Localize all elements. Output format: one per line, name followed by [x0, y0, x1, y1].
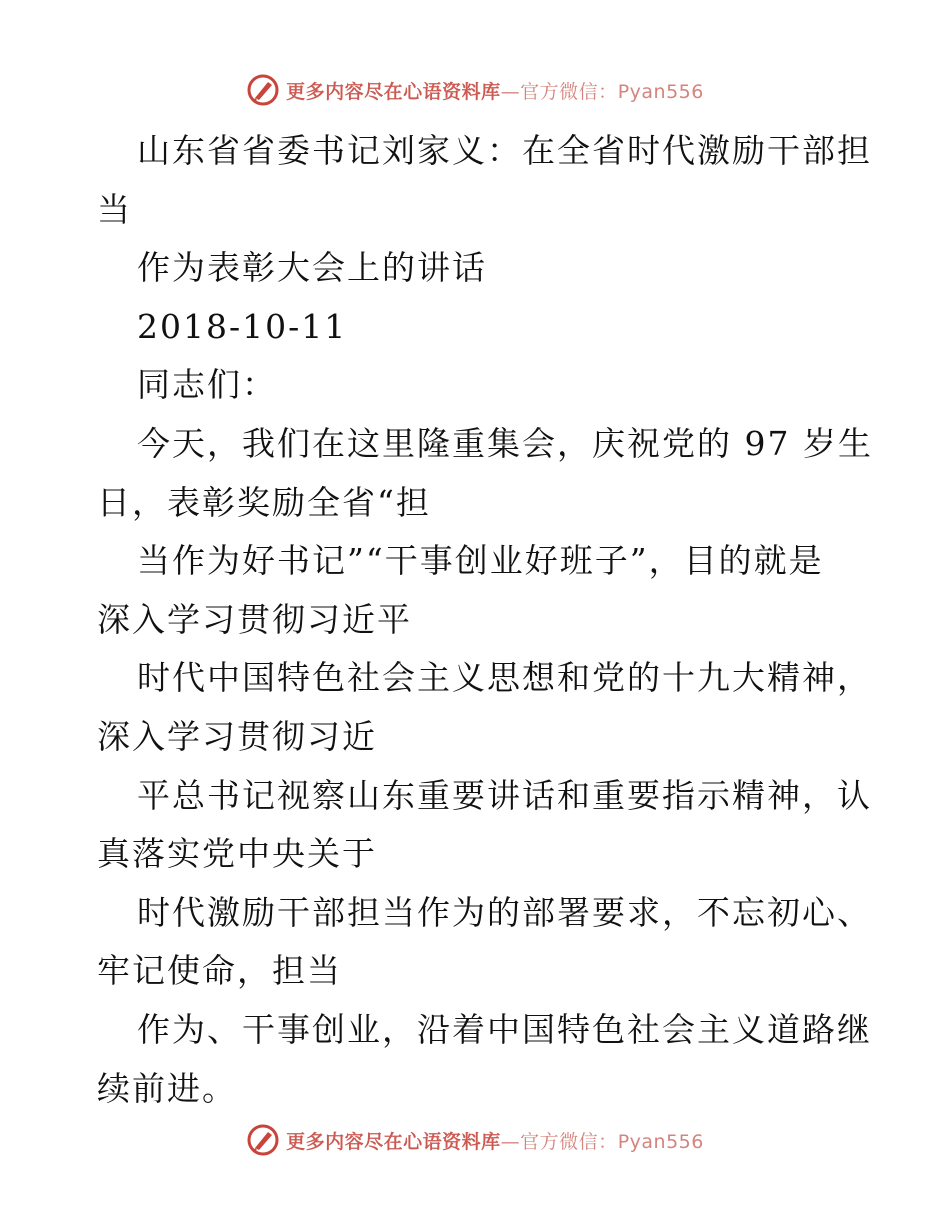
doc-paragraph-line: 牢记使命，担当 [97, 951, 342, 991]
document-body [97, 122, 873, 1118]
quill-circle-logo-icon [246, 73, 280, 107]
doc-paragraph-line: 深入学习贯彻习近平 [97, 599, 412, 639]
doc-paragraph-line: 时代激励干部担当作为的部署要求，不忘初心、 [137, 892, 872, 932]
doc-paragraph-line: 真落实党中央关于 [97, 834, 377, 874]
footer-watermark-text: 更多内容尽在心语资料库—官方微信：Pyan556 [286, 1130, 704, 1153]
doc-paragraph-line: 当作为好书记”“干事创业好班子”，目的就是 [137, 541, 824, 581]
doc-paragraph-line: 作为、干事创业，沿着中国特色社会主义道路继 [137, 1009, 872, 1049]
doc-paragraph-line: 今天，我们在这里隆重集会，庆祝党的 97 岁生 [137, 423, 873, 463]
header-watermark-text: 更多内容尽在心语资料库—官方微信：Pyan556 [286, 80, 704, 103]
doc-paragraph-line: 续前进。 [97, 1068, 237, 1108]
doc-paragraph-line: 平总书记视察山东重要讲话和重要指示精神，认 [137, 775, 872, 815]
doc-paragraph-line: 深入学习贯彻习近 [97, 716, 377, 756]
doc-date: 2018-10-11 [137, 306, 348, 346]
doc-title-line-2: 当 [97, 189, 132, 229]
header-watermark-banner [0, 70, 950, 110]
doc-title-line-3: 作为表彰大会上的讲话 [137, 248, 487, 288]
doc-paragraph-line: 日，表彰奖励全省“担 [97, 482, 431, 522]
doc-title-line-1: 山东省省委书记刘家义：在全省时代激励干部担 [137, 131, 872, 170]
doc-paragraph-line: 时代中国特色社会主义思想和党的十九大精神， [137, 658, 872, 698]
doc-salutation: 同志们： [137, 365, 277, 405]
footer-watermark-banner [0, 1120, 950, 1160]
quill-circle-logo-icon [246, 1123, 280, 1157]
